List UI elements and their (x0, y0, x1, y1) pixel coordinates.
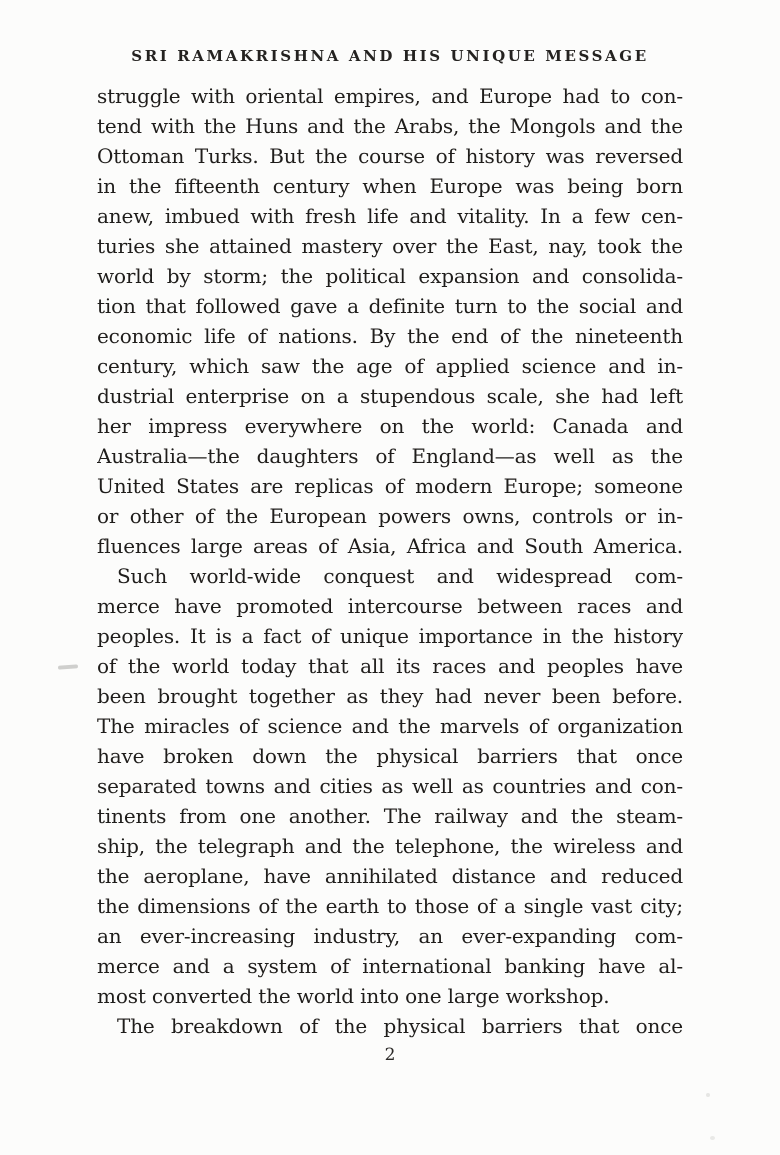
text-line: merce have promoted intercourse between races and (97, 594, 683, 618)
text-line: most converted the world into one large workshop. (97, 984, 610, 1008)
text-line: been brought together as they had never been before. (97, 684, 683, 708)
text-line: in the fifteenth century when Europe was being born (97, 174, 683, 198)
scan-artifact-speck (710, 1136, 715, 1140)
text-line: the aeroplane, have annihilated distance and reduced (97, 864, 683, 888)
text-line: Australia—the daughters of England—as well as the (97, 444, 683, 468)
book-page (0, 47, 780, 1155)
text-line: anew, imbued with fresh life and vitality. In a few cen- (97, 204, 683, 228)
text-line: separated towns and cities as well as countries and con- (97, 774, 683, 798)
text-line: the dimensions of the earth to those of a single vast city; (97, 894, 683, 918)
text-line: Such world-wide conquest and widespread com- (117, 564, 683, 588)
scan-artifact-margin-mark (58, 664, 78, 669)
text-line: ship, the telegraph and the telephone, the wireless and (97, 834, 683, 858)
text-line: tinents from one another. The railway and the steam- (97, 804, 683, 828)
text-line: fluences large areas of Asia, Africa and South America. (97, 534, 683, 558)
paragraph (97, 81, 683, 561)
text-line: dustrial enterprise on a stupendous scale, she had left (97, 384, 683, 408)
text-line: have broken down the physical barriers that once (97, 744, 683, 768)
text-line: United States are replicas of modern Europe; someone (97, 474, 683, 498)
text-line: turies she attained mastery over the East, nay, took the (97, 234, 683, 258)
text-line: world by storm; the political expansion and consolida- (97, 264, 683, 288)
text-line: The miracles of science and the marvels of organization (97, 714, 683, 738)
text-line: peoples. It is a fact of unique importance in the history (97, 624, 683, 648)
page-number: 2 (384, 1045, 396, 1065)
running-header: SRI RAMAKRISHNA AND HIS UNIQUE MESSAGE (131, 47, 649, 65)
paragraph (97, 561, 683, 1011)
text-line: tend with the Huns and the Arabs, the Mongols and the (97, 114, 683, 138)
text-line: or other of the European powers owns, controls or in- (97, 504, 683, 528)
text-line: economic life of nations. By the end of the nineteenth (97, 324, 683, 348)
text-line: century, which saw the age of applied science and in- (97, 354, 683, 378)
text-line: Ottoman Turks. But the course of history was reversed (97, 144, 683, 168)
text-line: merce and a system of international banking have al- (97, 954, 683, 978)
text-line: tion that followed gave a definite turn to the social and (97, 294, 683, 318)
text-line: an ever-increasing industry, an ever-expanding com- (97, 924, 683, 948)
text-line: struggle with oriental empires, and Europe had to con- (97, 84, 683, 108)
text-line: her impress everywhere on the world: Canada and (97, 414, 683, 438)
paragraph (97, 1011, 683, 1041)
scan-artifact-speck (706, 1093, 710, 1097)
text-line: of the world today that all its races and peoples have (97, 654, 683, 678)
text-line: The breakdown of the physical barriers that once (117, 1014, 683, 1038)
text-block (97, 81, 683, 1041)
